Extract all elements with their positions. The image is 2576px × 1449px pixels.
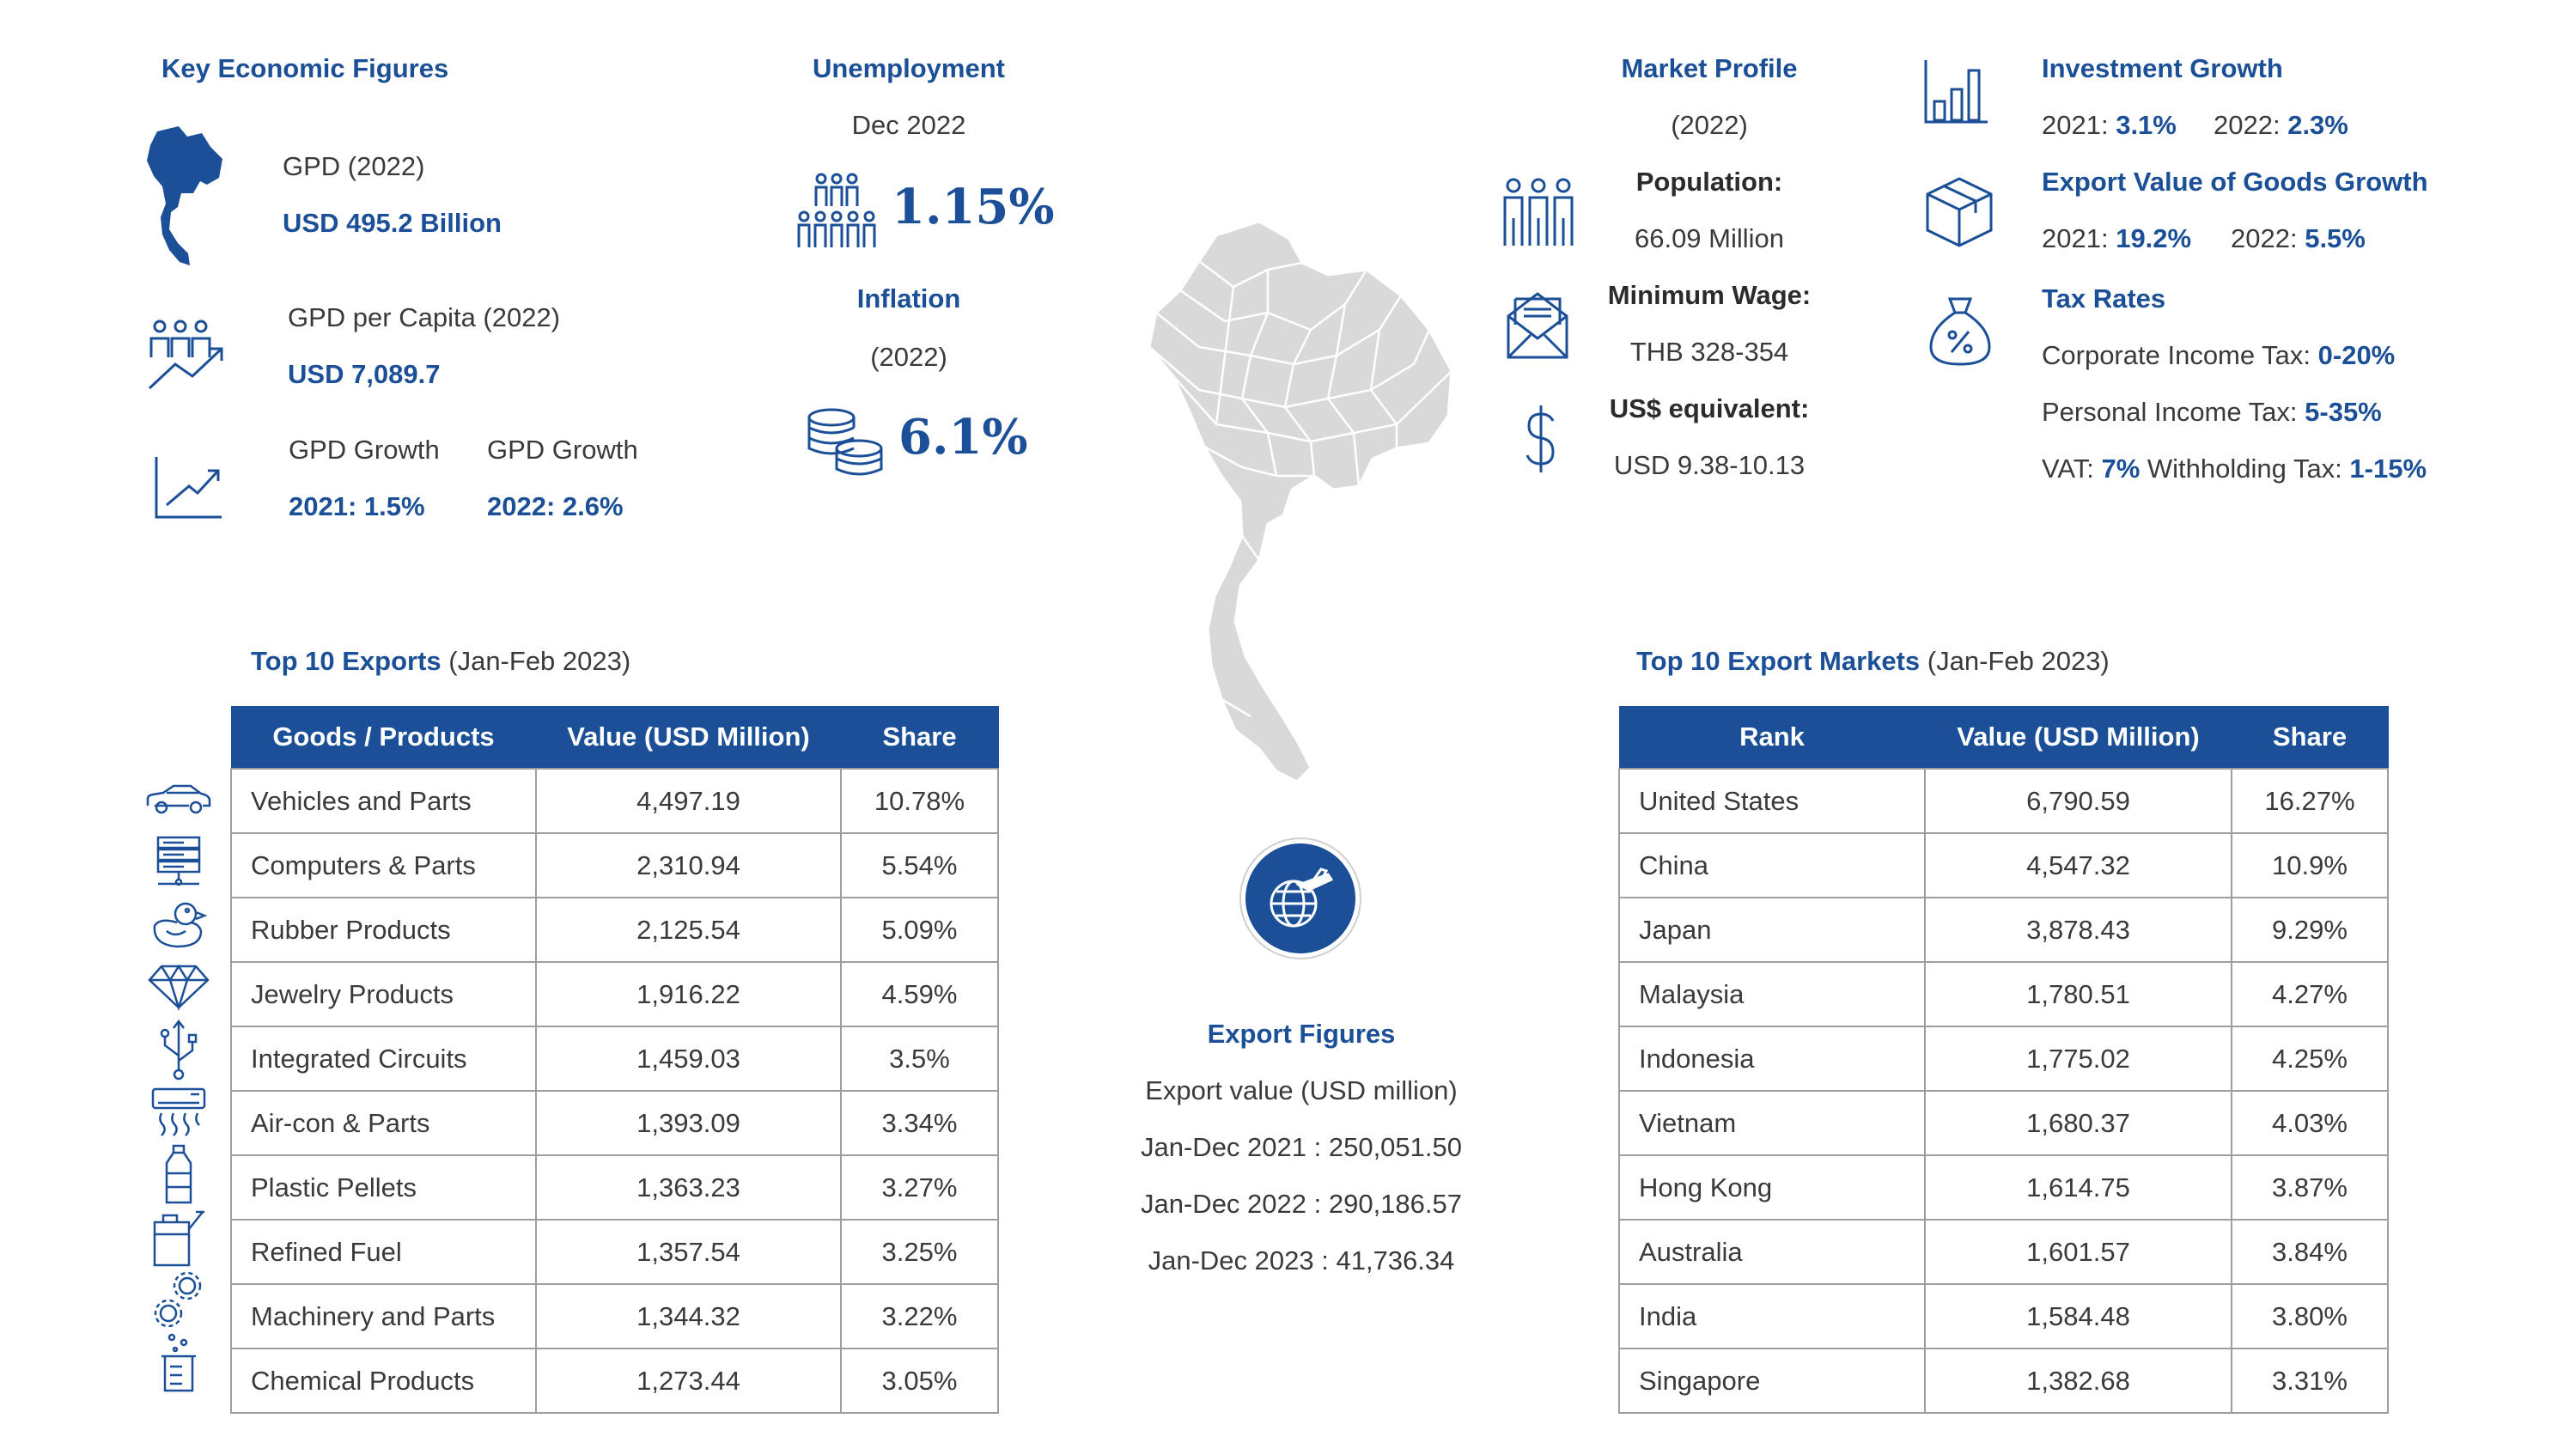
population-value: 66.09 Million	[1634, 223, 1785, 253]
market-name-cell: Malaysia	[1619, 962, 1925, 1026]
growth-chart-icon	[155, 455, 223, 519]
export-share-cell: 3.27%	[841, 1155, 998, 1220]
personal-tax: Personal Income Tax: 5-35%	[2042, 397, 2382, 427]
dollar-sign-icon	[1524, 404, 1558, 474]
market-name-cell: Indonesia	[1619, 1026, 1925, 1091]
gdp-growth-value-2022: 2022: 2.6%	[487, 491, 624, 521]
export-table-row	[231, 1284, 998, 1349]
market-profile-year: (2022)	[1671, 110, 1748, 140]
export-share-cell: 3.05%	[841, 1349, 998, 1413]
export-name-cell: Plastic Pellets	[231, 1155, 536, 1220]
export-share-cell: 3.5%	[841, 1026, 998, 1091]
export-table-row	[231, 1026, 998, 1091]
exports-header-goods: Goods / Products	[231, 706, 536, 769]
market-table-row	[1619, 833, 2388, 898]
withholding-tax-value: 1-15%	[2349, 454, 2427, 484]
market-name-cell: Vietnam	[1619, 1091, 1925, 1155]
export-table-row	[231, 1220, 998, 1284]
market-table-row	[1619, 1284, 2388, 1349]
export-growth-2021-value: 19.2%	[2116, 223, 2192, 253]
gdp-per-capita-value: USD 7,089.7	[288, 359, 441, 389]
export-table-row	[231, 1349, 998, 1413]
market-table-row	[1619, 1026, 2388, 1091]
export-name-cell: Machinery and Parts	[231, 1284, 536, 1349]
vat-withholding-tax: VAT: 7% Withholding Tax: 1-15%	[2042, 454, 2427, 484]
minimum-wage-label: Minimum Wage:	[1607, 280, 1812, 310]
top-markets-period: (Jan-Feb 2023)	[1920, 646, 2110, 676]
market-value-cell: 4,547.32	[1925, 833, 2232, 898]
tax-title: Tax Rates	[2042, 283, 2166, 314]
market-table-row	[1619, 1349, 2388, 1413]
market-name-cell: Japan	[1619, 898, 1925, 962]
market-share-cell: 3.31%	[2232, 1349, 2388, 1413]
package-box-icon	[1926, 177, 1993, 247]
top-markets-heading	[1636, 646, 2110, 677]
export-share-cell: 5.09%	[841, 898, 998, 962]
bar-chart-icon	[1924, 58, 1989, 124]
export-name-cell: Computers & Parts	[231, 833, 536, 898]
market-value-cell: 1,775.02	[1925, 1026, 2232, 1091]
markets-header-value: Value (USD Million)	[1925, 706, 2232, 769]
market-value-cell: 1,780.51	[1925, 962, 2232, 1026]
investment-2022: 2022: 2.3%	[2214, 110, 2348, 140]
rubber-duck-icon	[144, 893, 213, 955]
people-growth-icon	[146, 318, 228, 390]
diamond-icon	[144, 956, 213, 1018]
usd-equivalent-label: US$ equivalent:	[1609, 393, 1810, 423]
gdp-label: GPD (2022)	[283, 151, 425, 181]
export-table-row	[231, 833, 998, 898]
market-name-cell: China	[1619, 833, 1925, 898]
export-value-cell: 1,357.54	[536, 1220, 841, 1284]
export-value-cell: 2,310.94	[536, 833, 841, 898]
investment-title: Investment Growth	[2042, 53, 2283, 83]
export-share-cell: 3.25%	[841, 1220, 998, 1284]
market-name-cell: Singapore	[1619, 1349, 1925, 1413]
export-name-cell: Refined Fuel	[231, 1220, 536, 1284]
export-name-cell: Rubber Products	[231, 898, 536, 962]
people-group-icon	[795, 172, 878, 251]
export-name-cell: Integrated Circuits	[231, 1026, 536, 1091]
market-name-cell: Australia	[1619, 1220, 1925, 1284]
investment-2021: 2021: 3.1%	[2042, 110, 2177, 140]
top-exports-title: Top 10 Exports	[251, 646, 442, 676]
thailand-map-icon	[140, 125, 226, 271]
top-markets-title: Top 10 Export Markets	[1636, 646, 1921, 676]
market-share-cell: 4.03%	[2232, 1091, 2388, 1155]
market-value-cell: 1,584.48	[1925, 1284, 2232, 1349]
gdp-value: USD 495.2 Billion	[283, 208, 502, 238]
investment-2022-value: 2.3%	[2287, 110, 2348, 140]
inflation-period: (2022)	[870, 342, 947, 372]
coins-icon	[806, 407, 885, 476]
market-table-row	[1619, 769, 2388, 833]
export-value-cell: 1,393.09	[536, 1091, 841, 1155]
export-name-cell: Vehicles and Parts	[231, 769, 536, 833]
market-share-cell: 3.80%	[2232, 1284, 2388, 1349]
exports-header-value: Value (USD Million)	[536, 706, 841, 769]
global-export-icon	[1239, 837, 1362, 960]
export-value-cell: 1,273.44	[536, 1349, 841, 1413]
minimum-wage-value: THB 328-354	[1629, 337, 1789, 367]
market-name-cell: United States	[1619, 769, 1925, 833]
gdp-growth-label-2021: GPD Growth	[289, 435, 440, 465]
export-table-row	[231, 898, 998, 962]
envelope-icon	[1505, 290, 1570, 361]
air-conditioner-icon	[144, 1081, 213, 1143]
market-profile-title: Market Profile	[1621, 53, 1798, 83]
markets-header-share: Share	[2232, 706, 2388, 769]
market-value-cell: 1,601.57	[1925, 1220, 2232, 1284]
market-name-cell: Hong Kong	[1619, 1155, 1925, 1220]
population-people-icon	[1501, 177, 1575, 247]
export-figures-2022: Jan-Dec 2022 : 290,186.57	[1141, 1189, 1462, 1219]
export-growth-2022: 2022: 5.5%	[2231, 223, 2366, 253]
gdp-per-capita-label: GPD per Capita (2022)	[288, 302, 561, 332]
gears-icon	[144, 1269, 213, 1331]
market-share-cell: 4.27%	[2232, 962, 2388, 1026]
usd-equivalent-value: USD 9.38-10.13	[1613, 450, 1806, 480]
market-value-cell: 3,878.43	[1925, 898, 2232, 962]
fuel-can-icon	[144, 1207, 213, 1269]
market-share-cell: 3.87%	[2232, 1155, 2388, 1220]
market-name-cell: India	[1619, 1284, 1925, 1349]
export-value-cell: 2,125.54	[536, 898, 841, 962]
market-value-cell: 1,382.68	[1925, 1349, 2232, 1413]
market-share-cell: 3.84%	[2232, 1220, 2388, 1284]
export-share-cell: 5.54%	[841, 833, 998, 898]
export-share-cell: 3.22%	[841, 1284, 998, 1349]
gdp-growth-label-2022: GPD Growth	[487, 435, 638, 465]
export-value-cell: 1,916.22	[536, 962, 841, 1026]
market-share-cell: 9.29%	[2232, 898, 2388, 962]
export-growth-2021: 2021: 19.2%	[2042, 223, 2192, 253]
export-value-cell: 1,459.03	[536, 1026, 841, 1091]
export-value-cell: 4,497.19	[536, 769, 841, 833]
unemployment-value: 1.15%	[892, 179, 1055, 235]
export-table-row	[231, 1091, 998, 1155]
investment-2021-value: 3.1%	[2116, 110, 2177, 140]
export-figures-title: Export Figures	[1207, 1019, 1396, 1049]
market-value-cell: 1,614.75	[1925, 1155, 2232, 1220]
market-share-cell: 10.9%	[2232, 833, 2388, 898]
market-table-row	[1619, 898, 2388, 962]
usb-icon	[144, 1019, 213, 1081]
markets-header-rank: Rank	[1619, 706, 1925, 769]
export-figures-2021: Jan-Dec 2021 : 250,051.50	[1141, 1132, 1462, 1162]
gdp-growth-value-2021: 2021: 1.5%	[289, 491, 425, 521]
population-label: Population:	[1635, 167, 1783, 197]
top-exports-heading	[251, 646, 630, 677]
export-growth-2022-value: 5.5%	[2305, 223, 2366, 253]
export-name-cell: Chemical Products	[231, 1349, 536, 1413]
corporate-tax-value: 0-20%	[2317, 340, 2396, 370]
market-share-cell: 4.25%	[2232, 1026, 2388, 1091]
export-share-cell: 3.34%	[841, 1091, 998, 1155]
export-figures-subtitle: Export value (USD million)	[1145, 1075, 1458, 1105]
market-table-row	[1619, 962, 2388, 1026]
key-figures-title: Key Economic Figures	[161, 53, 449, 83]
market-share-cell: 16.27%	[2232, 769, 2388, 833]
market-table-row	[1619, 1155, 2388, 1220]
top-exports-table	[230, 706, 999, 1414]
exports-header-share: Share	[841, 706, 998, 769]
export-table-row	[231, 962, 998, 1026]
thailand-provinces-map	[1139, 218, 1457, 785]
market-value-cell: 1,680.37	[1925, 1091, 2232, 1155]
vat-value: 7%	[2101, 454, 2141, 484]
export-share-cell: 10.78%	[841, 769, 998, 833]
top-exports-period: (Jan-Feb 2023)	[441, 646, 631, 676]
unemployment-title: Unemployment	[813, 53, 1005, 83]
inflation-value: 6.1%	[898, 409, 1028, 466]
export-table-row	[231, 769, 998, 833]
corporate-tax: Corporate Income Tax: 0-20%	[2042, 340, 2396, 370]
market-table-row	[1619, 1220, 2388, 1284]
export-name-cell: Jewelry Products	[231, 962, 536, 1026]
market-table-row	[1619, 1091, 2388, 1155]
export-value-cell: 1,363.23	[536, 1155, 841, 1220]
beaker-icon	[144, 1332, 213, 1394]
plastic-bottle-icon	[144, 1144, 213, 1206]
personal-tax-value: 5-35%	[2305, 397, 2382, 427]
car-icon	[144, 768, 213, 830]
export-name-cell: Air-con & Parts	[231, 1091, 536, 1155]
market-value-cell: 6,790.59	[1925, 769, 2232, 833]
export-table-row	[231, 1155, 998, 1220]
top-markets-table	[1618, 706, 2389, 1414]
unemployment-period: Dec 2022	[851, 110, 966, 140]
money-bag-percent-icon	[1927, 295, 1993, 368]
export-figures-2023: Jan-Dec 2023 : 41,736.34	[1148, 1245, 1455, 1275]
server-icon	[144, 831, 213, 892]
export-value-cell: 1,344.32	[536, 1284, 841, 1349]
export-share-cell: 4.59%	[841, 962, 998, 1026]
export-growth-title: Export Value of Goods Growth	[2042, 167, 2428, 197]
inflation-title: Inflation	[856, 283, 961, 314]
